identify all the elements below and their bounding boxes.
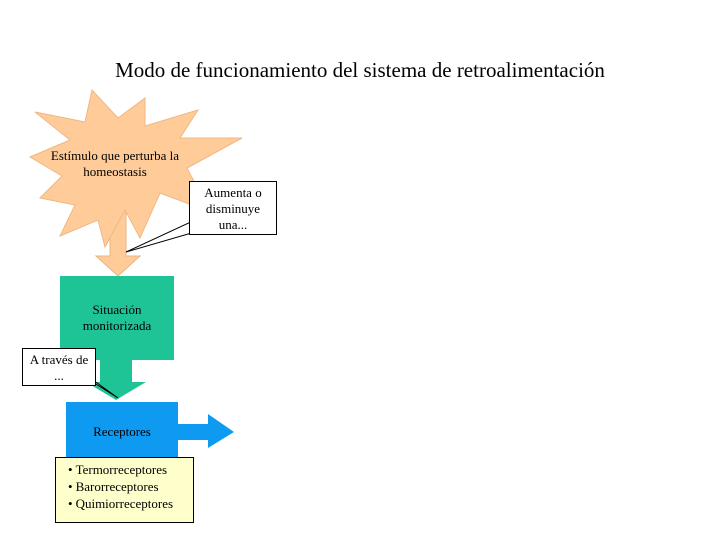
callout-stimulus: Aumenta o disminuye una... (189, 181, 277, 235)
list-item: • Barorreceptores (68, 478, 189, 495)
list-item: • Termorreceptores (68, 461, 189, 478)
receptors-right-arrow (178, 414, 234, 448)
receptors-label: Receptores (93, 424, 151, 439)
list-item: • Quimiorreceptores (68, 495, 189, 512)
receptors-list (55, 457, 194, 523)
monitored-label: Situación monitorizada (82, 302, 152, 333)
callout-via: A través de ... (22, 348, 96, 386)
page-title: Modo de funcionamiento del sistema de retroalimentación (115, 58, 605, 82)
stimulus-label: Estímulo que perturba la homeostasis (50, 148, 180, 179)
